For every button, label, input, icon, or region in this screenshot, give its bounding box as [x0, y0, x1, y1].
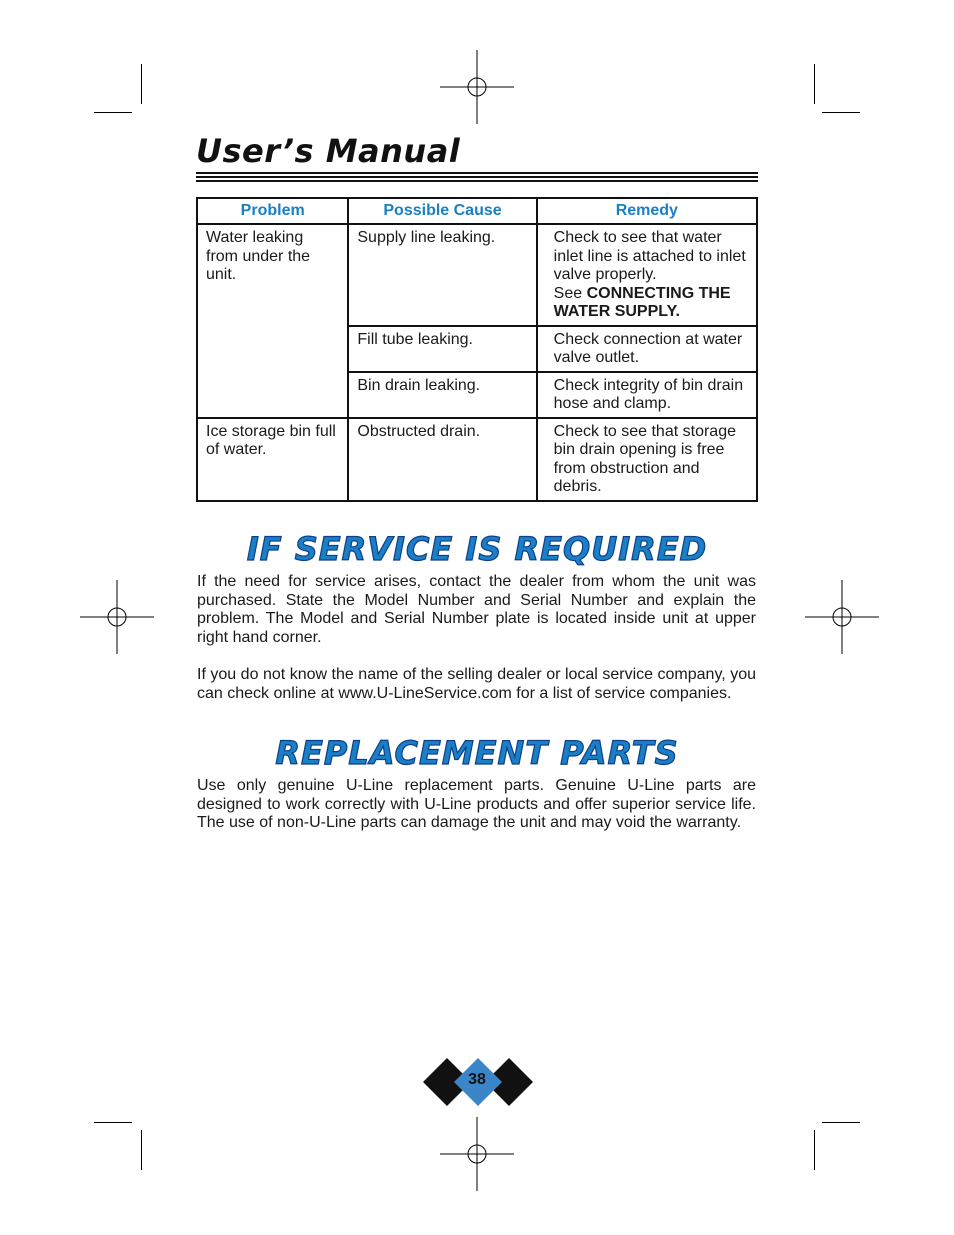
- page-number: 38: [468, 1071, 486, 1088]
- cause-cell: Bin drain leaking.: [348, 372, 536, 418]
- registration-mark-icon: [80, 580, 154, 654]
- page-title: User’s Manual: [196, 132, 461, 170]
- remedy-cell: Check integrity of bin drain hose and clamp.: [537, 372, 757, 418]
- crop-mark: [94, 112, 132, 113]
- service-online-paragraph: If you do not know the name of the selling dealer or local service company, you can check online at www.U-LineService.com for a list of service companies.: [197, 666, 756, 702]
- column-header-remedy: Remedy: [537, 198, 757, 224]
- cause-cell: Supply line leaking.: [348, 224, 536, 326]
- problem-cell: Water leaking from under the unit.: [197, 224, 348, 418]
- registration-mark-icon: [440, 50, 514, 124]
- table-row: [197, 418, 757, 501]
- crop-mark: [814, 64, 815, 104]
- crop-mark: [141, 1130, 142, 1170]
- title-divider: [196, 172, 758, 184]
- crop-mark: [822, 112, 860, 113]
- remedy-cell: [537, 224, 757, 326]
- remedy-cell: Check connection at water valve outlet.: [537, 326, 757, 372]
- table-row: [197, 224, 757, 326]
- table-header-row: [197, 198, 757, 224]
- crop-mark: [141, 64, 142, 104]
- registration-mark-icon: [805, 580, 879, 654]
- problem-cell: Ice storage bin full of water.: [197, 418, 348, 501]
- registration-mark-icon: [440, 1117, 514, 1191]
- remedy-reference: CONNECTING THE WATER SUPPLY.: [553, 284, 731, 320]
- remedy-text: Check to see that water inlet line is attached to inlet valve properly.: [553, 229, 746, 283]
- remedy-see-text: See: [553, 284, 583, 302]
- replacement-parts-heading: REPLACEMENT PARTS: [275, 734, 679, 772]
- cause-cell: Fill tube leaking.: [348, 326, 536, 372]
- crop-mark: [94, 1122, 132, 1123]
- column-header-cause: Possible Cause: [348, 198, 536, 224]
- crop-mark: [814, 1130, 815, 1170]
- troubleshooting-table: [196, 197, 758, 502]
- replacement-parts-paragraph: Use only genuine U-Line replacement parts. Genuine U-Line parts are designed to work correctly with U-Line products and offer superior service life. The use of non-U-Line parts can damage the unit and may void the warranty.: [197, 777, 756, 831]
- crop-mark: [822, 1122, 860, 1123]
- remedy-cell: Check to see that storage bin drain opening is free from obstruction and debris.: [537, 418, 757, 501]
- cause-cell: Obstructed drain.: [348, 418, 536, 501]
- service-heading: IF SERVICE IS REQUIRED: [246, 530, 708, 568]
- service-paragraph: If the need for service arises, contact the dealer from whom the unit was purchased. State the Model Number and Serial Number and explain the problem. The Model and Serial Number plate is located inside unit at upper right hand corner.: [197, 573, 756, 646]
- column-header-problem: Problem: [197, 198, 348, 224]
